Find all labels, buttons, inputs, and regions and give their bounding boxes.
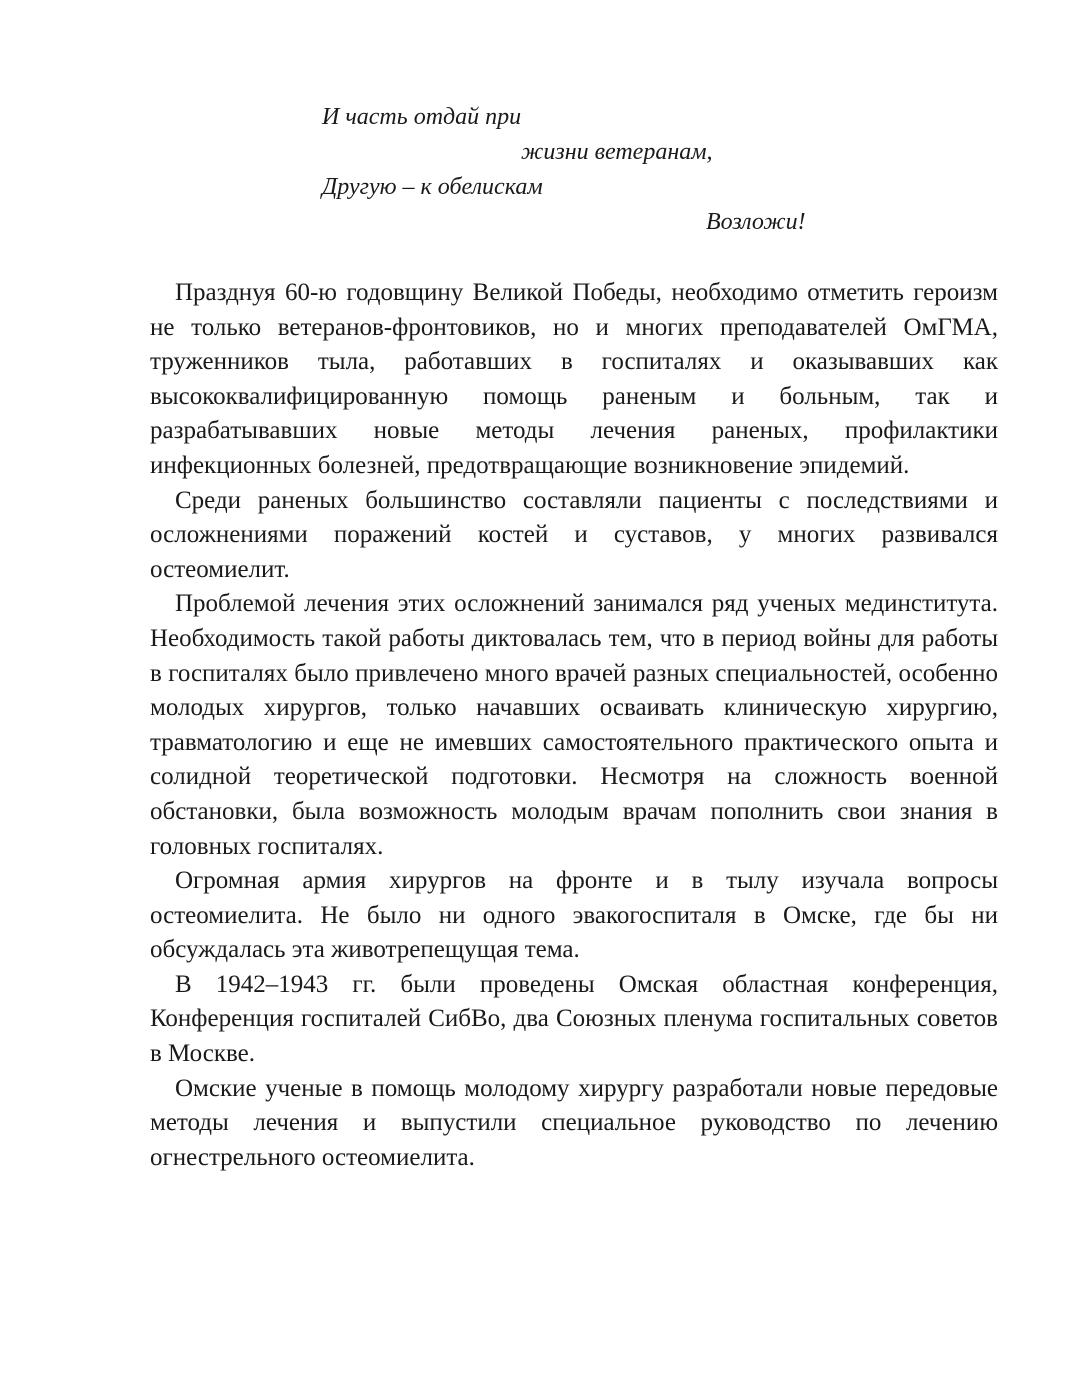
paragraph: Проблемой лечения этих осложнений занимался ряд ученых мединститута. Необходимость такой работы диктовалась тем, что в период войны для работы в госпиталях было привлечено много врачей разных специальностей, особенно молодых хирургов, только начавших осваивать клиническую хирургию, травматологию и еще не имевших самостоятельного практического опыта и солидной теоретической подготовки. Несмотря на сложность военной обстановки, была возможность молодым врачам пополнить свои знания в головных госпиталях. [150,590,998,860]
paragraph: Огромная армия хирургов на фронте и в тылу изучала вопросы остеомиелита. Не было ни одного эвакогоспиталя в Омске, где бы ни обсуждалась эта животрепещущая тема. [150,867,998,964]
paragraph: Среди раненых большинство составляли пациенты с последствиями и осложнениями поражений костей и суставов, у многих развивался остеомиелит. [150,486,998,583]
paragraph: Омские ученые в помощь молодому хирургу разработали новые передовые методы лечения и выпустили специальное руководство по лечению огнестрельного остеомиелита. [150,1074,998,1171]
epigraph-line-4: Возложи! [706,209,806,235]
paragraph: В 1942–1943 гг. были проведены Омская областная конференция, Конференция госпиталей СибВо, два Союзных пленума госпитальных советов в Москве. [150,970,998,1068]
body-text [150,276,998,1175]
paragraph: Празднуя 60-ю годовщину Великой Победы, необходимо отметить героизм не только ветеранов-фронтовиков, но и многих преподавателей ОмГМА, труженников тыла, работавших в госпиталях и оказывавших как высококвалифицированную помощь раненым и больным, так и разрабатывавших новые методы лечения раненых, профилактики инфекционных болезней, предотвращающие возникновение эпидемий. [150,279,998,479]
epigraph-line-1: И часть отдай при [322,104,522,130]
epigraph-line-3: Другую – к обелискам [322,174,543,200]
epigraph [0,100,1071,240]
epigraph-line-2: жизни ветеранам, [521,139,713,165]
